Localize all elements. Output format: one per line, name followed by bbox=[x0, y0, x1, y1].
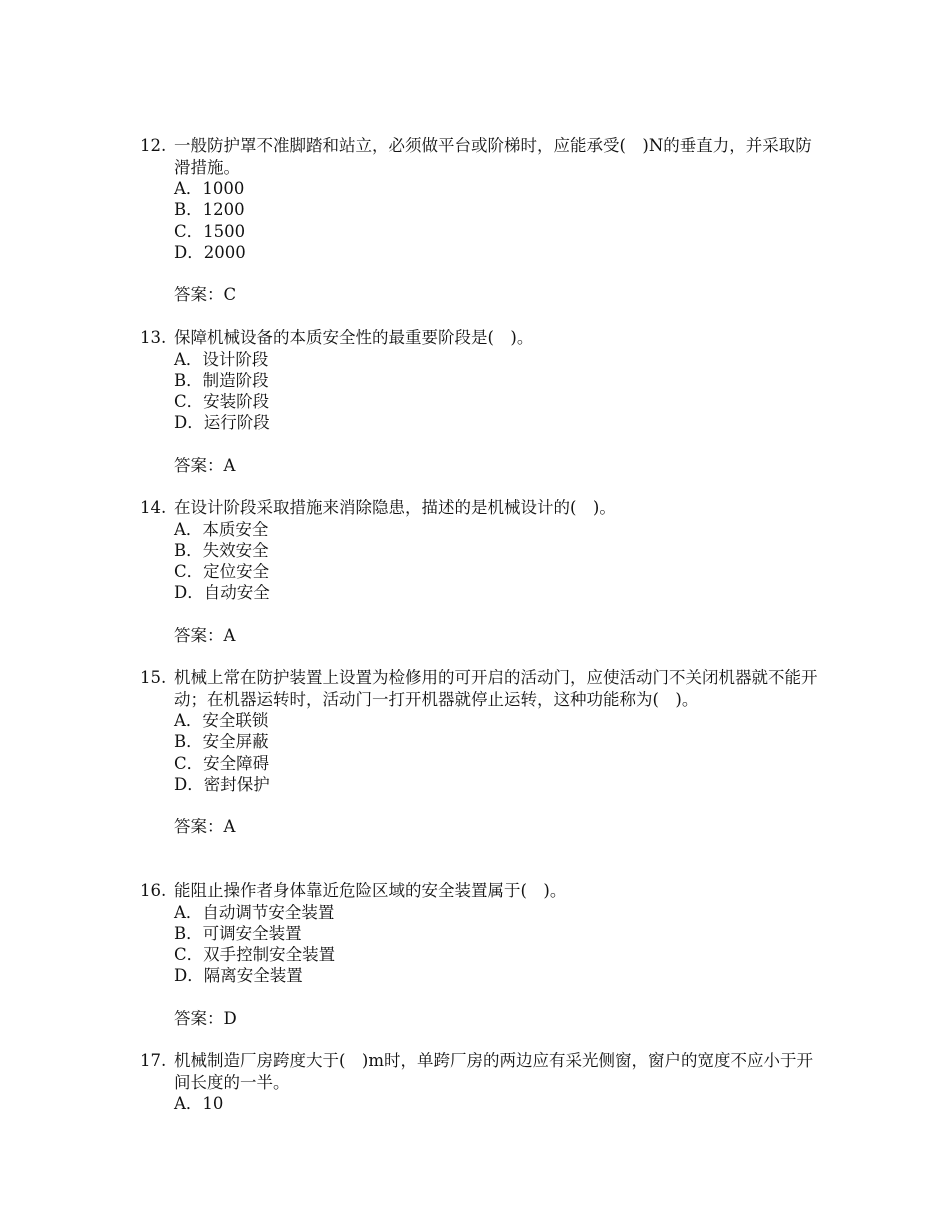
question-number: 14. bbox=[140, 498, 167, 517]
option-d: D．运行阶段 bbox=[174, 413, 270, 433]
option-a: A．自动调节安全装置 bbox=[174, 902, 335, 922]
question-13 bbox=[140, 327, 820, 476]
question-stem bbox=[140, 667, 820, 710]
question-12 bbox=[140, 135, 820, 305]
question-number: 13. bbox=[140, 328, 167, 347]
option-c: C．双手控制安全装置 bbox=[174, 945, 336, 965]
option-c: C．定位安全 bbox=[174, 562, 270, 582]
option-a: A．10 bbox=[174, 1094, 224, 1113]
option-b: B．制造阶段 bbox=[174, 370, 269, 390]
question-stem bbox=[140, 880, 820, 902]
question-17 bbox=[140, 1050, 820, 1114]
option-d: D．2000 bbox=[174, 242, 246, 262]
question-number: 12. bbox=[140, 136, 167, 155]
option-a: A．本质安全 bbox=[174, 519, 269, 539]
answer-line: 答案：A bbox=[174, 455, 236, 475]
question-16 bbox=[140, 880, 820, 1029]
question-number: 17. bbox=[140, 1051, 167, 1070]
question-text: 保障机械设备的本质安全性的最重要阶段是( )。 bbox=[174, 328, 534, 347]
question-text: 在设计阶段采取措施来消除隐患，描述的是机械设计的( )。 bbox=[174, 498, 616, 517]
option-d: D．隔离安全装置 bbox=[174, 966, 303, 986]
question-stem bbox=[140, 327, 820, 349]
option-b: B．1200 bbox=[174, 200, 245, 220]
question-number: 15. bbox=[140, 668, 167, 687]
option-b: B．失效安全 bbox=[174, 540, 269, 560]
option-d: D．密封保护 bbox=[174, 774, 270, 794]
answer-line: 答案：A bbox=[174, 817, 236, 837]
option-a: A．设计阶段 bbox=[174, 349, 269, 369]
answer-line: 答案：A bbox=[174, 625, 236, 645]
option-c: C．安全障碍 bbox=[174, 753, 270, 773]
question-14 bbox=[140, 497, 820, 646]
question-text: 机械上常在防护装置上设置为检修用的可开启的活动门，应使活动门不关闭机器就不能开动；在机器运转时，活动门一打开机器就停止运转，这种功能称为( )。 bbox=[174, 668, 818, 709]
option-b: B．可调安全装置 bbox=[174, 923, 302, 943]
option-b: B．安全屏蔽 bbox=[174, 732, 269, 752]
question-text: 一般防护罩不准脚踏和站立，必须做平台或阶梯时，应能承受( )N的垂直力，并采取防滑措施。 bbox=[174, 136, 812, 177]
question-text: 机械制造厂房跨度大于( )m时，单跨厂房的两边应有采光侧窗，窗户的宽度不应小于开间长度的一半。 bbox=[174, 1051, 814, 1092]
answer-line: 答案：C bbox=[174, 285, 237, 305]
question-text: 能阻止操作者身体靠近危险区域的安全装置属于( )。 bbox=[174, 881, 567, 900]
option-c: C．安装阶段 bbox=[174, 392, 270, 412]
answer-line: 答案：D bbox=[174, 1008, 237, 1028]
question-stem bbox=[140, 497, 820, 519]
question-stem bbox=[140, 135, 820, 178]
question-stem bbox=[140, 1050, 820, 1093]
option-d: D．自动安全 bbox=[174, 583, 270, 603]
option-a: A．安全联锁 bbox=[174, 711, 269, 730]
option-a: A．1000 bbox=[174, 179, 245, 198]
question-number: 16. bbox=[140, 881, 167, 900]
option-c: C．1500 bbox=[174, 221, 246, 241]
question-15 bbox=[140, 667, 820, 837]
